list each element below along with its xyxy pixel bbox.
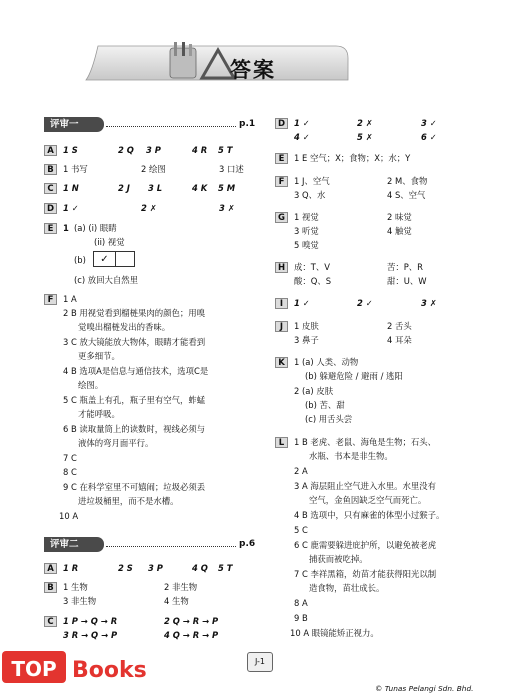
answer: 才能呼吸。 xyxy=(78,409,120,419)
question-badge-f: F xyxy=(275,176,288,187)
question-badge-a2: A xyxy=(44,563,57,574)
answer: 1 视觉 xyxy=(294,212,319,222)
section-header-2 xyxy=(44,537,264,552)
answer: 4 Q → R → P xyxy=(164,630,219,640)
dotted-leader xyxy=(106,546,236,547)
answer: 造食物，苗壮成长。 xyxy=(309,583,385,593)
answer: 2 味觉 xyxy=(387,212,412,222)
answer: 5 嗅觉 xyxy=(294,240,319,250)
topbooks-logo xyxy=(2,645,182,691)
answer: 5 T xyxy=(218,145,233,155)
answer: 3 鼻子 xyxy=(294,335,319,345)
answer: 甜：U、W xyxy=(387,276,427,286)
answer: 5 ✗ xyxy=(357,132,373,142)
answer: 3 ✗ xyxy=(219,203,235,213)
answer: 4 R xyxy=(192,145,208,155)
logo-text-top: TOP xyxy=(11,657,57,681)
answer: 2 绘图 xyxy=(141,164,166,174)
answer: 绘图。 xyxy=(78,380,104,390)
answer: 2 Q → R → P xyxy=(164,616,219,626)
answer: (b) 躲避危险 / 避雨 / 逃阳 xyxy=(305,371,403,381)
question-badge-g: G xyxy=(275,212,288,223)
answer: 1 生物 xyxy=(63,582,88,592)
answer: 2 A xyxy=(294,466,308,476)
page-number: J-1 xyxy=(247,652,273,672)
answer: 5 C xyxy=(294,525,308,535)
question-badge-h: H xyxy=(275,262,288,273)
answer: (a) (i) 眼睛 xyxy=(74,223,117,233)
answer: 4 S、空气 xyxy=(387,190,426,200)
answer: 7 C 李祥黑箱，幼苗才能获得阳光以制 xyxy=(294,569,437,579)
answer: 2 ✗ xyxy=(357,118,373,128)
answer: 2 Q xyxy=(118,145,134,155)
answer: 3 ✗ xyxy=(421,298,437,308)
question-badge-d: D xyxy=(275,118,288,129)
tick-box xyxy=(93,251,135,267)
answer: 进垃圾桶里，而不是水槽。 xyxy=(78,496,179,506)
question-badge-f: F xyxy=(44,294,57,305)
answer: 3 R → Q → P xyxy=(63,630,118,640)
answer: 2 M、食物 xyxy=(387,176,428,186)
question-badge-b: B xyxy=(44,164,57,175)
answer: 水瓶、书本是非生物。 xyxy=(309,451,393,461)
answer: 2 ✗ xyxy=(141,203,157,213)
copyright-text: © Tunas Pelangi Sdn. Bhd. xyxy=(375,684,474,693)
answer: 3 L xyxy=(148,183,163,193)
answer: 成：T、V xyxy=(294,262,330,272)
tick-mark: ✓ xyxy=(94,252,116,267)
answer: 4 B 选项中，只有麻雀的体型小过猴子。 xyxy=(294,510,445,520)
question-badge-e: E xyxy=(275,153,288,164)
answer: 8 A xyxy=(294,598,308,608)
answer: 3 非生物 xyxy=(63,596,97,606)
answer: 3 P xyxy=(148,563,163,573)
answer: 更多细节。 xyxy=(78,351,120,361)
answer: 1 P → Q → R xyxy=(63,616,118,626)
answer: 1 xyxy=(63,223,69,233)
answer-label: (b) xyxy=(74,255,86,265)
answer: 1 B 老虎、老鼠、海龟是生物；石头、 xyxy=(294,437,437,447)
answer: 4 Q xyxy=(192,563,208,573)
question-badge-l: L xyxy=(275,437,288,448)
answer: 2 (a) 皮肤 xyxy=(294,386,334,396)
answer: (c) 放回大自然里 xyxy=(74,275,139,285)
answer: 3 A 海层阻止空气进入水里。水里没有 xyxy=(294,481,437,491)
answer: 2 J xyxy=(118,183,130,193)
answer: 2 S xyxy=(118,563,133,573)
answer: 苦：P、R xyxy=(387,262,423,272)
answer: 1 皮肤 xyxy=(294,321,319,331)
answer: 液体的弯月面平行。 xyxy=(78,438,154,448)
answer: 5 T xyxy=(218,563,233,573)
answer: 3 Q、水 xyxy=(294,190,326,200)
answer: 1 S xyxy=(63,145,78,155)
answer: 9 C 在科学室里不可嬉闹；垃圾必须丢 xyxy=(63,482,206,492)
answer: 1 E 空气；X；食物；X；水；Y xyxy=(294,153,411,163)
answer: 9 B xyxy=(294,613,308,623)
answer: (c) 用舌头尝 xyxy=(305,414,353,424)
answer: (ii) 视觉 xyxy=(94,237,125,247)
answer: 3 C 放大镜能放大物体，眼睛才能看到 xyxy=(63,337,206,347)
answer: 10 A xyxy=(59,511,79,521)
question-badge-a: A xyxy=(44,145,57,156)
answer: 1 N xyxy=(63,183,79,193)
answer: 5 C 瓶盖上有孔，瓶子里有空气，蚱蜢 xyxy=(63,395,206,405)
answer: 6 ✓ xyxy=(421,132,437,142)
answer: 1 R xyxy=(63,563,79,573)
empty-cell xyxy=(115,252,136,267)
answer: 1 ✓ xyxy=(63,203,79,213)
section-label: 评审二 xyxy=(44,537,104,552)
section-page: p.6 xyxy=(239,539,256,549)
right-column xyxy=(275,0,500,700)
answer: 1 ✓ xyxy=(294,118,310,128)
answer: 3 P xyxy=(146,145,161,155)
answer: 5 M xyxy=(218,183,236,193)
answer: 3 口述 xyxy=(219,164,244,174)
question-badge-k: K xyxy=(275,357,288,368)
answer: 4 生物 xyxy=(164,596,189,606)
page-title: 答案 xyxy=(230,58,276,82)
answer: 捕获而被吃掉。 xyxy=(309,554,368,564)
section-page: p.1 xyxy=(239,119,256,129)
answer: 4 K xyxy=(192,183,208,193)
answer: 1 A xyxy=(63,294,77,304)
question-badge-j: J xyxy=(275,321,288,332)
answer: 2 非生物 xyxy=(164,582,198,592)
answer: 4 触觉 xyxy=(387,226,412,236)
answer: 6 C 鹿需要躲进庇护所，以避免被老虎 xyxy=(294,540,437,550)
answer: 1 (a) 人类、动物 xyxy=(294,357,359,367)
answer: 10 A 眼镜能矫正视力。 xyxy=(290,628,379,638)
answer: 酸：Q、S xyxy=(294,276,332,286)
question-badge-i: I xyxy=(275,298,288,309)
logo-text-books: Books xyxy=(72,658,147,683)
answer: 4 B 选项A是信息与通信技术，选项C是 xyxy=(63,366,209,376)
left-column xyxy=(44,0,274,700)
answer: 7 C xyxy=(63,453,77,463)
answer: 6 B 读取量筒上的读数时，视线必须与 xyxy=(63,424,206,434)
answer: 3 ✓ xyxy=(421,118,437,128)
answer: 1 书写 xyxy=(63,164,88,174)
answer: 1 J、空气 xyxy=(294,176,330,186)
question-badge-d: D xyxy=(44,203,57,214)
answer: 3 听觉 xyxy=(294,226,319,236)
question-badge-b2: B xyxy=(44,582,57,593)
answer: 2 B 用视觉看到榴梿果肉的颜色；用嗅 xyxy=(63,308,206,318)
section-label: 评审一 xyxy=(44,117,104,132)
question-badge-c: C xyxy=(44,183,57,194)
answer: (b) 苦、甜 xyxy=(305,400,345,410)
answer: 空气，金鱼因缺乏空气而死亡。 xyxy=(309,495,427,505)
answer: 觉嗅出榴梿发出的香味。 xyxy=(78,322,171,332)
answer: 1 ✓ xyxy=(294,298,310,308)
answer: 8 C xyxy=(63,467,77,477)
question-badge-e: E xyxy=(44,223,57,234)
question-badge-c2: C xyxy=(44,616,57,627)
answer: 4 耳朵 xyxy=(387,335,412,345)
answer: 2 舌头 xyxy=(387,321,412,331)
answer: 2 ✓ xyxy=(357,298,373,308)
answer: 4 ✓ xyxy=(294,132,310,142)
